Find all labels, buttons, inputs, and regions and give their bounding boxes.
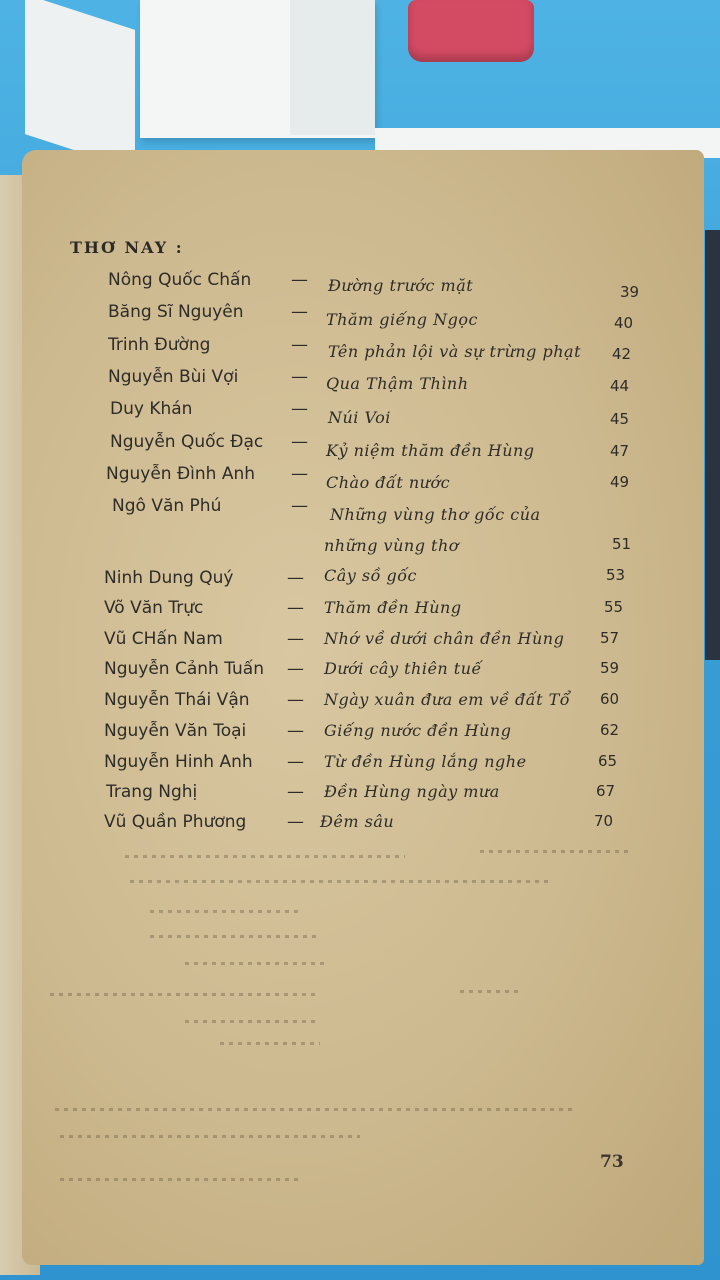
toc-page: 51 [612, 535, 632, 553]
toc-title: Kỷ niệm thăm đền Hùng [326, 441, 535, 460]
white-box-edge [290, 0, 375, 135]
toc-dash: — [287, 568, 304, 588]
toc-title: Cây sồ gốc [324, 566, 417, 585]
toc-row [0, 432, 720, 462]
toc-title: Ngày xuân đưa em về đất Tổ [324, 690, 571, 709]
toc-dash: — [291, 302, 308, 322]
toc-title: Chào đất nước [326, 473, 451, 492]
toc-row [0, 367, 720, 397]
bleed-through-mark [125, 855, 405, 858]
toc-dash: — [287, 812, 304, 832]
bleed-through-mark [60, 1178, 300, 1181]
toc-title: Dưới cây thiên tuế [324, 659, 482, 678]
toc-dash: — [291, 367, 308, 387]
toc-row [0, 270, 720, 300]
bleed-through-mark [150, 935, 320, 938]
toc-page: 45 [610, 410, 630, 428]
toc-dash: — [291, 270, 308, 290]
toc-row [0, 690, 720, 720]
toc-title: Núi Voi [328, 408, 391, 427]
toc-row [0, 598, 720, 628]
bleed-through-mark [55, 1108, 575, 1111]
toc-dash: — [287, 752, 304, 772]
bleed-through-mark [60, 1135, 360, 1138]
toc-dash: — [291, 335, 308, 355]
toc-page: 70 [594, 812, 614, 830]
toc-dash: — [287, 598, 304, 618]
bleed-through-mark [185, 1020, 315, 1023]
toc-page: 57 [600, 629, 620, 647]
toc-dash: — [291, 432, 308, 452]
toc-dash: — [291, 464, 308, 484]
toc-page: 65 [598, 752, 618, 770]
toc-page: 47 [610, 442, 630, 460]
section-heading: THƠ NAY : [70, 238, 184, 257]
toc-row [0, 659, 720, 689]
bleed-through-mark [460, 990, 520, 993]
toc-dash: — [291, 496, 308, 516]
toc-author: Vũ CHấn Nam [104, 629, 223, 649]
toc-row [0, 721, 720, 751]
toc-title: những vùng thơ [324, 536, 459, 555]
toc-page: 40 [614, 314, 634, 332]
toc-dash: — [287, 721, 304, 741]
toc-author: Nguyễn Cảnh Tuấn [104, 659, 264, 679]
toc-title: Những vùng thơ gốc của [330, 505, 541, 524]
toc-page: 60 [600, 690, 620, 708]
page-number: 73 [600, 1152, 624, 1172]
toc-title: Tên phản lội và sự trừng phạt [328, 342, 582, 361]
toc-dash: — [287, 629, 304, 649]
toc-page: 39 [620, 283, 640, 301]
toc-dash: — [287, 782, 304, 802]
toc-title: Qua Thậm Thình [326, 374, 469, 393]
toc-author: Trang Nghị [106, 782, 198, 802]
toc-title: Đường trước mặt [328, 276, 474, 295]
toc-page: 53 [606, 566, 626, 584]
toc-page: 55 [604, 598, 624, 616]
toc-author: Duy Khán [110, 399, 193, 419]
toc-author: Nông Quốc Chấn [108, 270, 252, 290]
toc-title: Nhớ về dưới chân đền Hùng [324, 629, 565, 648]
toc-row [0, 533, 720, 563]
toc-row [0, 629, 720, 659]
toc-dash: — [287, 690, 304, 710]
toc-title: Đêm sâu [320, 812, 395, 831]
toc-page: 44 [610, 377, 630, 395]
bleed-through-mark [50, 993, 320, 996]
toc-author: Vũ Quần Phương [104, 812, 247, 832]
toc-author: Võ Văn Trực [104, 598, 204, 618]
toc-author: Nguyễn Hinh Anh [104, 752, 253, 772]
toc-title: Giếng nước đền Hùng [324, 721, 512, 740]
bleed-through-mark [220, 1042, 320, 1045]
toc-row [0, 782, 720, 812]
toc-author: Nguyễn Thái Vận [104, 690, 250, 710]
bleed-through-mark [130, 880, 550, 883]
toc-title: Thăm đền Hùng [324, 598, 462, 617]
toc-page: 59 [600, 659, 620, 677]
toc-author: Nguyễn Đình Anh [106, 464, 256, 484]
toc-page: 67 [596, 782, 616, 800]
toc-row [0, 399, 720, 429]
toc-dash: — [291, 399, 308, 419]
toc-title: Thăm giếng Ngọc [326, 310, 478, 329]
toc-row [0, 812, 720, 842]
toc-author: Nguyễn Quốc Đạc [110, 432, 264, 452]
toc-row [0, 752, 720, 782]
toc-author: Băng Sĩ Nguyên [108, 302, 244, 322]
toc-author: Nguyễn Văn Toại [104, 721, 247, 741]
toc-row [0, 302, 720, 332]
toc-row [0, 568, 720, 598]
pink-object [408, 0, 534, 62]
toc-row [0, 464, 720, 494]
toc-row [0, 496, 720, 526]
toc-title: Đền Hùng ngày mưa [324, 782, 500, 801]
toc-author: Nguyễn Bùi Vợi [108, 367, 239, 387]
toc-row [0, 335, 720, 365]
toc-page: 42 [612, 345, 632, 363]
toc-title: Từ đền Hùng lắng nghe [324, 752, 527, 771]
toc-page: 49 [610, 473, 630, 491]
toc-author: Ninh Dung Quý [104, 568, 234, 588]
bleed-through-mark [150, 910, 300, 913]
bleed-through-mark [185, 962, 325, 965]
toc-dash: — [287, 659, 304, 679]
bleed-through-mark [480, 850, 630, 853]
toc-author: Ngô Văn Phú [112, 496, 222, 516]
toc-page: 62 [600, 721, 620, 739]
toc-author: Trinh Đường [108, 335, 211, 355]
